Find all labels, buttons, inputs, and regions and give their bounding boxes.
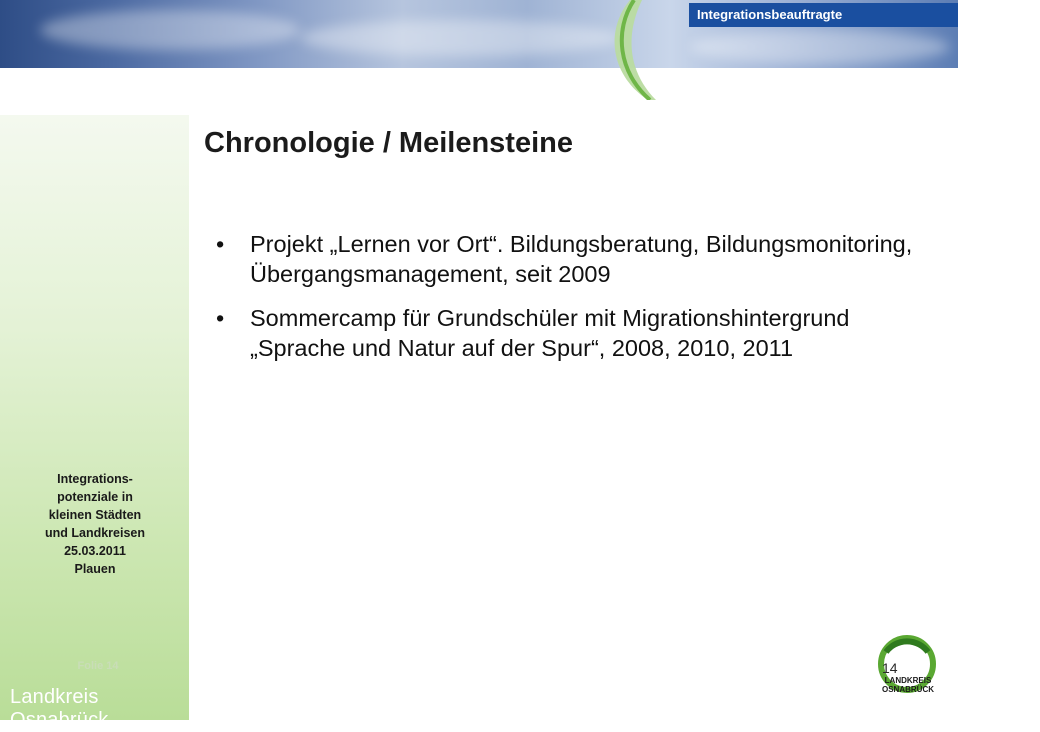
- slide-title: Chronologie / Meilensteine: [204, 127, 573, 159]
- header-tag: Integrationsbeauftragte: [689, 3, 958, 27]
- logo-line: OSNABRÜCK: [882, 685, 934, 694]
- logo-line: LANDKREIS: [884, 676, 932, 685]
- event-line: und Landkreisen: [44, 526, 146, 540]
- bullet-symbol: •: [216, 305, 225, 331]
- event-line: potenziale in: [57, 490, 133, 504]
- bullet-item: [216, 303, 936, 363]
- bullet-text: Projekt „Lernen vor Ort“. Bildungsberatung, Bildungsmonitoring, Übergangsmanagement, seit 2009: [250, 231, 913, 287]
- sidebar: [0, 115, 189, 720]
- bullet-text: Sommercamp für Grundschüler mit Migrationshintergrund „Sprache und Natur auf der Spur“, 2008, 2010, 2011: [250, 305, 850, 361]
- event-line: Integrations-: [57, 472, 133, 486]
- bullet-symbol: •: [216, 231, 225, 257]
- bullet-item: [216, 229, 936, 289]
- brand-wordmark: Landkreis Osnabrück: [10, 686, 109, 731]
- event-line: 25.03.2011: [64, 544, 126, 558]
- event-line: Plauen: [74, 562, 116, 576]
- event-info: [14, 470, 176, 578]
- logo-text: [872, 676, 944, 694]
- event-line: kleinen Städten: [48, 508, 142, 522]
- landkreis-logo-icon: [866, 630, 948, 712]
- page-number: 14: [882, 660, 898, 676]
- green-swoosh-icon: [600, 0, 680, 100]
- bullet-list: [216, 229, 936, 377]
- slide-label: Folie 14: [77, 660, 119, 672]
